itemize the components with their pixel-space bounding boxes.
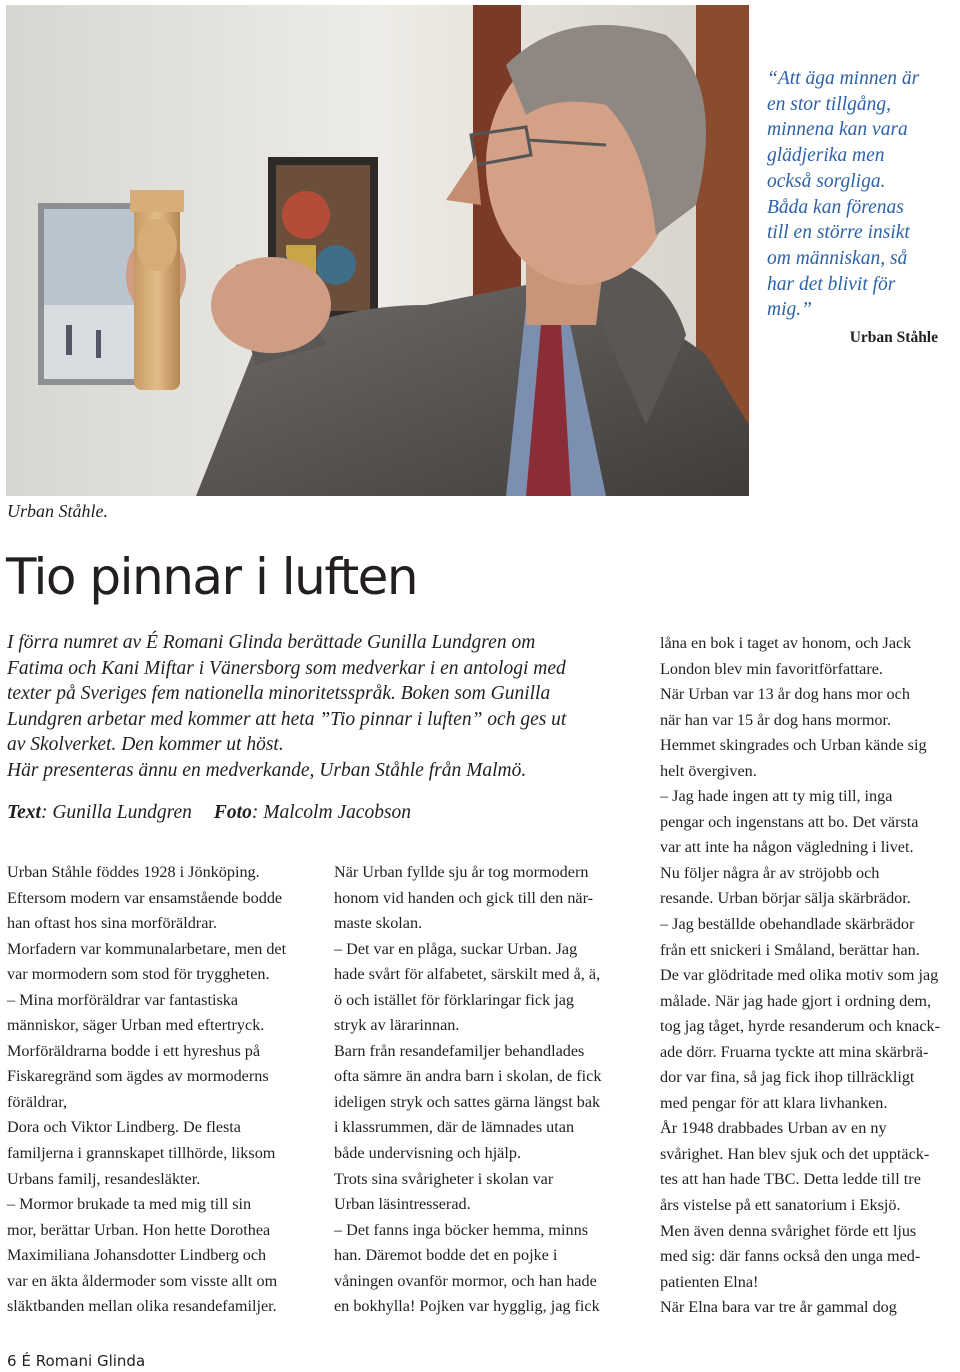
body-line: Eftersom modern var ensamstående bodde bbox=[7, 888, 283, 907]
body-line: svårighet. Han blev sjuk och det upptäck- bbox=[660, 1144, 930, 1163]
body-line: Nu följer några år av ströjobb och bbox=[660, 863, 880, 882]
intro-line: av Skolverket. Den kommer ut höst. bbox=[7, 734, 284, 755]
body-line: Morföräldrarna bodde i ett hyreshus på bbox=[7, 1041, 261, 1060]
body-line: i klassrummen, där de lämnades utan bbox=[334, 1118, 575, 1137]
body-line: När Elna bara var tre år gammal dog bbox=[660, 1298, 897, 1317]
body-line: var att inte ha någon vägledning i livet. bbox=[660, 838, 914, 857]
body-line: Men även denna svårighet förde ett ljus bbox=[660, 1221, 917, 1240]
body-line: Urban läsintresserad. bbox=[334, 1195, 471, 1214]
body-line: maste skolan. bbox=[334, 914, 423, 933]
body-line: – Mormor brukade ta med mig till sin bbox=[7, 1195, 252, 1214]
body-column-1 bbox=[7, 860, 307, 1320]
body-line: släktbanden mellan olika resandefamiljer. bbox=[7, 1297, 277, 1316]
article-photo bbox=[6, 5, 749, 496]
article-title: Tio pinnar i luften bbox=[6, 548, 418, 606]
body-line: honom vid handen och gick till den när- bbox=[334, 888, 594, 907]
body-line: han. Däremot bodde det en pojke i bbox=[334, 1246, 558, 1265]
article-intro bbox=[7, 630, 647, 783]
body-line: ideligen stryk och sattes gärna längst bak bbox=[334, 1092, 601, 1111]
body-line: pengar och ingenstans att bo. Det värsta bbox=[660, 812, 919, 831]
body-line: hade svårt för alfabetet, särskilt med å, ä, bbox=[334, 965, 601, 984]
magazine-name: É Romani Glinda bbox=[21, 1352, 146, 1370]
body-line: tog jag tåget, hyrde resanderum och knack- bbox=[660, 1017, 941, 1036]
body-column-2 bbox=[334, 860, 634, 1320]
body-line: Trots sina svårigheter i skolan var bbox=[334, 1169, 554, 1188]
body-line: De var glödritade med olika motiv som jag bbox=[660, 966, 939, 985]
body-line: Dora och Viktor Lindberg. De flesta bbox=[7, 1118, 241, 1137]
body-line: från ett snickeri i Småland, berättar han. bbox=[660, 940, 920, 959]
body-line: – Det var en plåga, suckar Urban. Jag bbox=[334, 939, 578, 958]
body-line: – Mina morföräldrar var fantastiska bbox=[7, 990, 239, 1009]
page-number: 6 bbox=[7, 1352, 17, 1370]
article-credits bbox=[7, 800, 411, 826]
body-line: När Urban fyllde sju år tog mormodern bbox=[334, 863, 589, 881]
body-line: låna en bok i taget av honom, och Jack bbox=[660, 634, 912, 652]
body-line: Hemmet skingrades och Urban kände sig bbox=[660, 736, 927, 755]
body-line: både undervisning och hjälp. bbox=[334, 1144, 522, 1163]
pull-quote-author: Urban Ståhle bbox=[849, 329, 938, 346]
body-line: en bokhylla! Pojken var hygglig, jag fick bbox=[334, 1297, 600, 1316]
body-line: helt övergiven. bbox=[660, 761, 757, 780]
body-line: stryk av lärarinnan. bbox=[334, 1016, 460, 1035]
body-line: patienten Elna! bbox=[660, 1272, 759, 1291]
credit-text-label: Text bbox=[7, 802, 41, 823]
photo-caption: Urban Ståhle. bbox=[7, 501, 108, 521]
body-line: han oftast hos sina morföräldrar. bbox=[7, 914, 217, 933]
credit-photo-value: : Malcolm Jacobson bbox=[251, 802, 412, 823]
body-line: Urban Ståhle föddes 1928 i Jönköping. bbox=[7, 863, 260, 881]
body-line: var mormodern som stod för tryggheten. bbox=[7, 965, 270, 984]
body-line: – Jag hade ingen att ty mig till, inga bbox=[660, 787, 893, 806]
intro-line: texter på Sveriges fem nationella minoritetsspråk. Boken som Gunilla bbox=[7, 683, 551, 704]
body-line: års vistelse på ett sanatorium i Eksjö. bbox=[660, 1196, 901, 1215]
body-line: när han var 15 år dog hans mormor. bbox=[660, 710, 892, 729]
credit-photo-label: Foto bbox=[213, 802, 252, 823]
body-line: Maximiliana Johansdotter Lindberg och bbox=[7, 1246, 267, 1265]
body-line: År 1948 drabbades Urban av en ny bbox=[660, 1119, 887, 1138]
photo-man-with-carving bbox=[6, 5, 749, 496]
body-line: ade dörr. Fruarna tyckte att mina skärbrä- bbox=[660, 1042, 929, 1061]
body-line: med sig: där fanns också den unga med- bbox=[660, 1247, 921, 1266]
intro-line: Lundgren arbetar med kommer att heta ”Tio pinnar i luften” och ges ut bbox=[7, 708, 567, 730]
body-line: Barn från resandefamiljer behandlades bbox=[334, 1041, 585, 1060]
pull-quote: “Att äga minnen är en stor tillgång, minnena kan vara glädjerika men också sorgliga. Båda kan förenas till en större insikt om människan, så har det blivit för mig.” bbox=[767, 68, 920, 321]
intro-line: Fatima och Kani Miftar i Vänersborg som medverkar i en antologi med bbox=[7, 657, 566, 679]
body-line: tes att han hade TBC. Detta ledde till tre bbox=[660, 1170, 921, 1189]
body-line: ofta sämre än andra barn i skolan, de fick bbox=[334, 1067, 602, 1086]
body-line: – Det fanns inga böcker hemma, minns bbox=[334, 1220, 588, 1239]
body-line: med pengar för att klara livhanken. bbox=[660, 1093, 888, 1112]
body-line: Fiskaregränd som ägdes av mormoderns bbox=[7, 1067, 269, 1086]
body-line: London blev min favoritförfattare. bbox=[660, 659, 883, 678]
body-line: Urbans familj, resandesläkter. bbox=[7, 1169, 201, 1188]
body-line: resande. Urban börjar sälja skärbrädor. bbox=[660, 889, 911, 908]
body-line: mor, berättar Urban. Hon hette Dorothea bbox=[7, 1220, 271, 1239]
body-line: familjerna i grannskapet tillhörde, liksom bbox=[7, 1144, 276, 1163]
body-line: var en äkta åldermoder som visste allt om bbox=[7, 1271, 278, 1290]
body-line: föräldrar, bbox=[7, 1092, 68, 1111]
body-line: ö och istället för förklaringar fick jag bbox=[334, 990, 575, 1009]
intro-line: Här presenteras ännu en medverkande, Urban Ståhle från Malmö. bbox=[7, 759, 527, 781]
body-line: målade. När jag hade gjort i ordning dem, bbox=[660, 991, 932, 1010]
body-column-3 bbox=[660, 631, 960, 1321]
body-line: våningen ovanför mormor, och han hade bbox=[334, 1271, 597, 1290]
body-line: människor, säger Urban med eftertryck. bbox=[7, 1016, 265, 1035]
body-line: dor var fina, så jag fick ihop tillräckligt bbox=[660, 1068, 915, 1087]
intro-line: I förra numret av É Romani Glinda berättade Gunilla Lundgren om bbox=[7, 632, 536, 653]
body-line: – Jag beställde obehandlade skärbrädor bbox=[660, 915, 915, 934]
body-line: När Urban var 13 år dog hans mor och bbox=[660, 685, 910, 704]
credit-text-value: : Gunilla Lundgren bbox=[40, 802, 192, 823]
body-line: Morfadern var kommunalarbetare, men det bbox=[7, 939, 287, 958]
page-footer bbox=[7, 1351, 145, 1371]
